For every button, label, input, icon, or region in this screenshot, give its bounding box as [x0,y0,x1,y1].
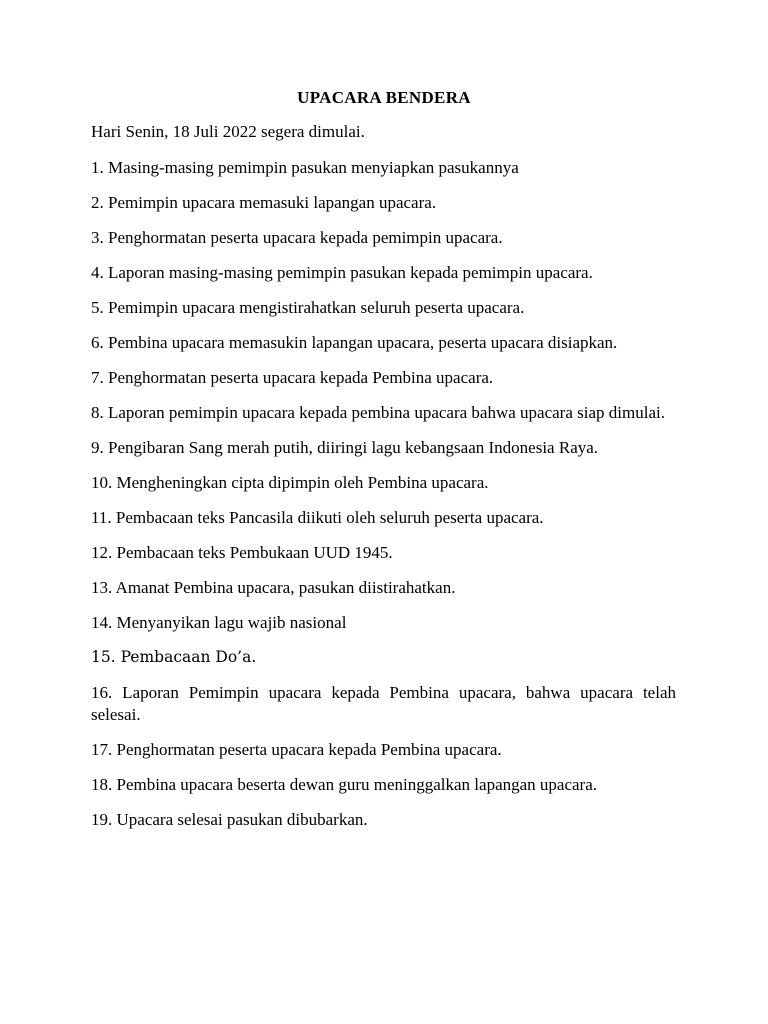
list-item: 7. Penghormatan peserta upacara kepada Pembina upacara. [91,368,494,387]
list-item: 16. Laporan Pemimpin upacara kepada Pembina upacara, bahwa upacara telah selesai. [91,683,676,724]
list-item: 4. Laporan masing-masing pemimpin pasukan kepada pemimpin upacara. [91,263,593,282]
ceremony-steps-list [91,157,676,844]
list-item: 10. Mengheningkan cipta dipimpin oleh Pembina upacara. [91,473,489,492]
list-item: 5. Pemimpin upacara mengistirahatkan seluruh peserta upacara. [91,298,525,317]
list-item: 1. Masing-masing pemimpin pasukan menyiapkan pasukannya [91,158,519,177]
list-item: 12. Pembacaan teks Pembukaan UUD 1945. [91,543,393,562]
list-item: 18. Pembina upacara beserta dewan guru meninggalkan lapangan upacara. [91,774,598,794]
list-item: 15. Pembacaan Do’a. [91,648,257,666]
document-title: UPACARA BENDERA [297,88,471,107]
list-item: 11. Pembacaan teks Pancasila diikuti oleh seluruh peserta upacara. [91,508,544,527]
list-item: 2. Pemimpin upacara memasuki lapangan upacara. [91,193,437,212]
list-item: 14. Menyanyikan lagu wajib nasional [91,613,347,632]
list-item: 19. Upacara selesai pasukan dibubarkan. [91,809,368,829]
list-item: 6. Pembina upacara memasukin lapangan upacara, peserta upacara disiapkan. [91,333,618,352]
list-item: 13. Amanat Pembina upacara, pasukan diistirahatkan. [91,578,456,597]
list-item: 17. Penghormatan peserta upacara kepada Pembina upacara. [91,739,502,759]
list-item: 9. Pengibaran Sang merah putih, diiringi lagu kebangsaan Indonesia Raya. [91,438,599,457]
list-item: 3. Penghormatan peserta upacara kepada pemimpin upacara. [91,228,503,247]
intro-text: Hari Senin, 18 Juli 2022 segera dimulai. [91,122,365,141]
list-item: 8. Laporan pemimpin upacara kepada pembina upacara bahwa upacara siap dimulai. [91,403,665,422]
